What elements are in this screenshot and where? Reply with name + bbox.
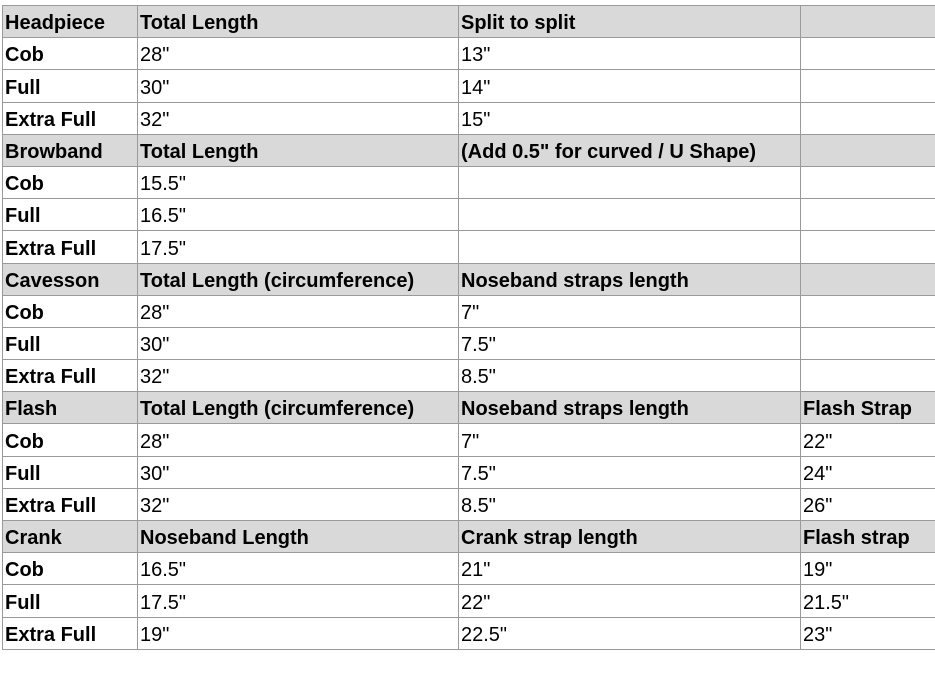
column-header: Crank strap length [459,521,801,553]
table-cell: 7.5" [459,327,801,359]
section-title: Crank [3,521,138,553]
table-cell: 7" [459,424,801,456]
table-row [3,102,935,134]
size-label: Extra Full [3,231,138,263]
column-header: Noseband Length [138,521,459,553]
table-cell: 28" [138,295,459,327]
table-cell: 8.5" [459,360,801,392]
size-label: Full [3,327,138,359]
table-cell: 23" [801,617,935,649]
section-title: Headpiece [3,6,138,38]
section-title: Flash [3,392,138,424]
size-label: Extra Full [3,102,138,134]
column-header: Total Length (circumference) [138,392,459,424]
section-title: Browband [3,134,138,166]
table-cell: 28" [138,38,459,70]
table-row [3,327,935,359]
table-cell: 16.5" [138,553,459,585]
table-row [3,295,935,327]
table-cell: 32" [138,360,459,392]
column-header: Noseband straps length [459,263,801,295]
table-cell: 17.5" [138,585,459,617]
table-body [3,6,935,650]
section-header-row [3,392,935,424]
table-cell: 7" [459,295,801,327]
column-header [801,6,935,38]
size-label: Cob [3,424,138,456]
size-label: Extra Full [3,488,138,520]
table-row [3,231,935,263]
table-cell: 22" [801,424,935,456]
table-row [3,617,935,649]
table-cell [459,199,801,231]
section-title: Cavesson [3,263,138,295]
size-label: Cob [3,295,138,327]
column-header: Flash strap [801,521,935,553]
table-cell: 21.5" [801,585,935,617]
table-row [3,488,935,520]
table-cell: 15" [459,102,801,134]
table-cell: 26" [801,488,935,520]
column-header [801,134,935,166]
table-cell [459,166,801,198]
column-header: Noseband straps length [459,392,801,424]
table-row [3,456,935,488]
table-cell [459,231,801,263]
column-header: Split to split [459,6,801,38]
table-row [3,585,935,617]
size-label: Extra Full [3,617,138,649]
table-cell [801,70,935,102]
table-row [3,553,935,585]
size-label: Full [3,199,138,231]
table-cell: 17.5" [138,231,459,263]
column-header: (Add 0.5" for curved / U Shape) [459,134,801,166]
table-cell: 13" [459,38,801,70]
table-cell [801,102,935,134]
column-header: Flash Strap [801,392,935,424]
table-cell: 22.5" [459,617,801,649]
table-cell: 15.5" [138,166,459,198]
table-cell [801,327,935,359]
table-cell: 32" [138,102,459,134]
table-cell: 19" [801,553,935,585]
table-row [3,360,935,392]
table-cell: 28" [138,424,459,456]
table-cell [801,231,935,263]
size-label: Extra Full [3,360,138,392]
size-label: Full [3,585,138,617]
section-header-row [3,134,935,166]
table-cell [801,295,935,327]
table-cell [801,38,935,70]
section-header-row [3,263,935,295]
size-label: Cob [3,553,138,585]
size-label: Cob [3,166,138,198]
section-header-row [3,6,935,38]
table-cell: 7.5" [459,456,801,488]
table-cell [801,166,935,198]
table-cell: 30" [138,456,459,488]
table-cell: 14" [459,70,801,102]
table-row [3,199,935,231]
table-cell [801,199,935,231]
table-cell: 22" [459,585,801,617]
table-cell: 30" [138,327,459,359]
table-cell: 21" [459,553,801,585]
table-row [3,70,935,102]
table-cell: 30" [138,70,459,102]
table-row [3,424,935,456]
column-header: Total Length (circumference) [138,263,459,295]
column-header: Total Length [138,6,459,38]
section-header-row [3,521,935,553]
size-label: Full [3,70,138,102]
table-row [3,166,935,198]
size-label: Full [3,456,138,488]
bridle-size-table [2,5,935,650]
size-label: Cob [3,38,138,70]
table-cell: 24" [801,456,935,488]
table-cell: 19" [138,617,459,649]
table-cell: 8.5" [459,488,801,520]
table-cell: 32" [138,488,459,520]
column-header: Total Length [138,134,459,166]
table-cell [801,360,935,392]
column-header [801,263,935,295]
table-row [3,38,935,70]
table-cell: 16.5" [138,199,459,231]
